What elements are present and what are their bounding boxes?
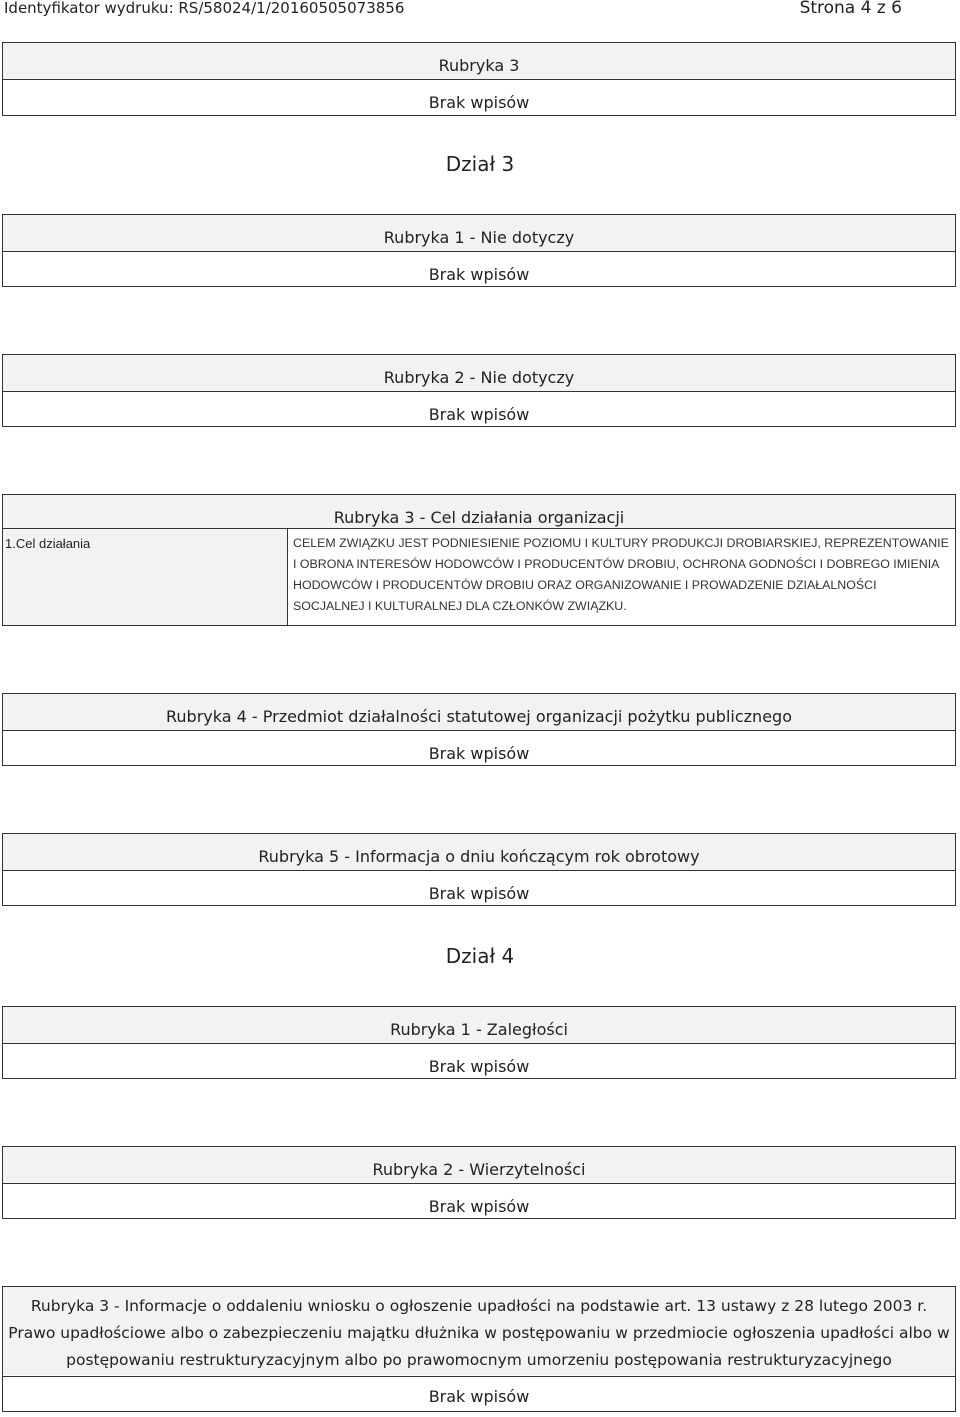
d3-rubryka-5-box <box>2 833 956 906</box>
page-number: Strona 4 z 6 <box>799 0 902 18</box>
section-title: Rubryka 2 - Wierzytelności <box>3 1147 955 1183</box>
d4-rubryka-3-box <box>2 1286 956 1412</box>
print-identifier: Identyfikator wydruku: RS/58024/1/20160505073856 <box>4 0 405 17</box>
section-title: Rubryka 1 - Zaległości <box>3 1007 955 1043</box>
section-body: Brak wpisów <box>428 265 530 284</box>
section-body: Brak wpisów <box>428 93 530 112</box>
section-title: Rubryka 4 - Przedmiot działalności statutowej organizacji pożytku publicznego <box>3 694 955 730</box>
section-title: Rubryka 2 - Nie dotyczy <box>3 355 955 391</box>
dzial-4-heading: Dział 4 <box>445 944 515 968</box>
cel-dzialania-label: 1.Cel działania <box>3 529 288 625</box>
section-title: Rubryka 3 <box>3 43 955 79</box>
d3-rubryka-3-box <box>2 494 956 626</box>
rubryka-3-top-box <box>2 42 956 116</box>
section-title: Rubryka 3 - Informacje o oddaleniu wniosku o ogłoszenie upadłości na podstawie art. 13 ustawy z 28 lutego 2003 r. Prawo upadłościowe albo o zabezpieczeniu majątku dłużnika w postępowaniu w przedmiocie ogłoszenia upadłości albo w postępowaniu restrukturyzacyjnym albo po prawomocnym umorzeniu postępowania restrukturyzacyjnego <box>3 1287 955 1375</box>
section-body: Brak wpisów <box>428 405 530 424</box>
cel-dzialania-value: CELEM ZWIĄZKU JEST PODNIESIENIE POZIOMU I KULTURY PRODUKCJI DROBIARSKIEJ, REPREZENTOWANIE I OBRONA INTERESÓW HODOWCÓW I PRODUCENTÓW DROBIU, OCHRONA GODNOŚCI I DOBREGO IMIENIA HODOWCÓW I PRODUCENTÓW DROBIU ORAZ ORGANIZOWANIE I PROWADZENIE DZIAŁALNOŚCI SOCJALNEJ I KULTURALNEJ DLA CZŁONKÓW ZWIĄZKU. <box>293 536 949 613</box>
section-title: Rubryka 1 - Nie dotyczy <box>3 215 955 251</box>
section-title: Rubryka 5 - Informacja o dniu kończącym rok obrotowy <box>3 834 955 870</box>
d3-rubryka-4-box <box>2 693 956 766</box>
section-body: Brak wpisów <box>428 1387 530 1406</box>
section-body: Brak wpisów <box>428 744 530 763</box>
d3-rubryka-1-box <box>2 214 956 287</box>
section-body: Brak wpisów <box>428 1057 530 1076</box>
d4-rubryka-2-box <box>2 1146 956 1219</box>
d4-rubryka-1-box <box>2 1006 956 1079</box>
section-body: Brak wpisów <box>428 884 530 903</box>
dzial-3-heading: Dział 3 <box>445 152 515 176</box>
d3-rubryka-2-box <box>2 354 956 427</box>
section-title: Rubryka 3 - Cel działania organizacji <box>3 495 955 528</box>
section-body: Brak wpisów <box>428 1197 530 1216</box>
